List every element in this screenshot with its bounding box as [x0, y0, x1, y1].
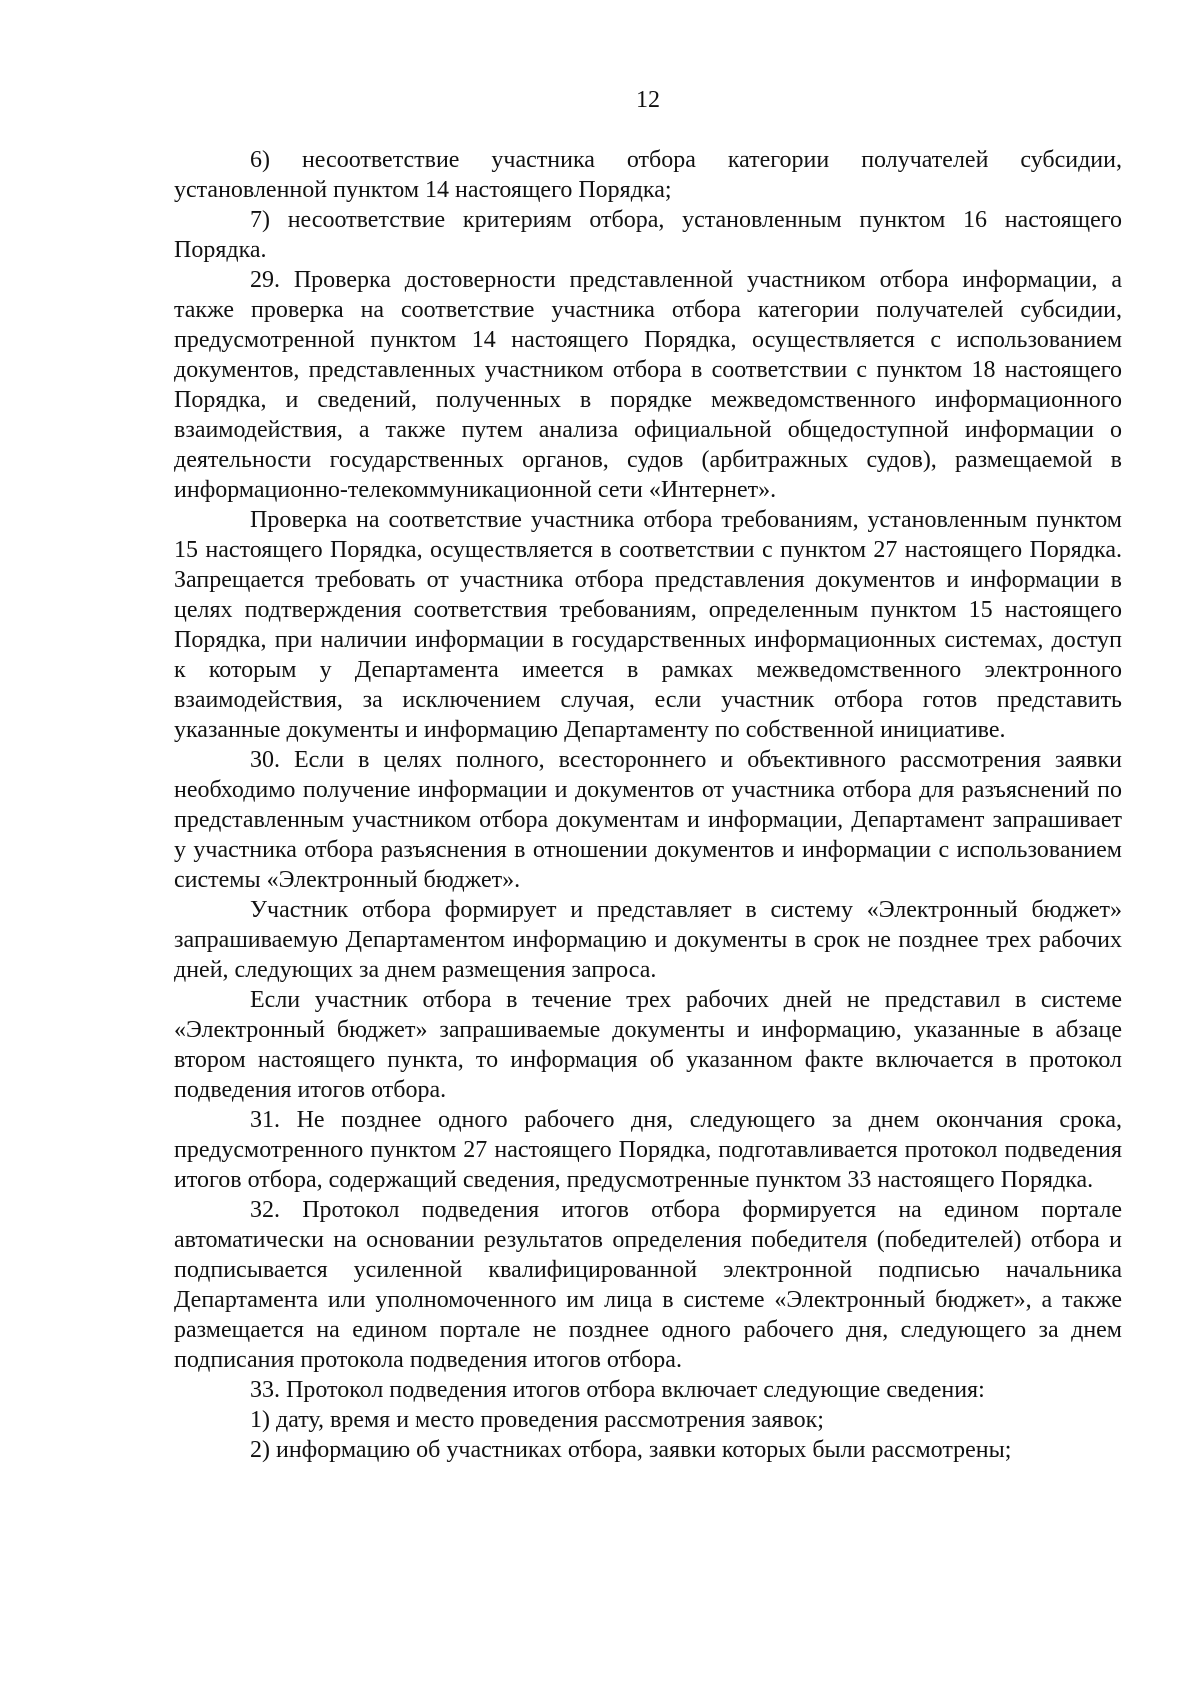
paragraph-clause-30-third: Если участник отбора в течение трех рабочих дней не представил в системе «Электронный бюджет» запрашиваемые документы и информацию, указанные в абзаце втором настоящего пункта, то информация об указанном факте включается в протокол подведения итогов отбора.: [174, 987, 1122, 1103]
paragraph-item-7: 7) несоответствие критериям отбора, установленным пунктом 16 настоящего Порядка.: [174, 207, 1122, 263]
page-number: 12: [636, 87, 660, 113]
document-body: [174, 145, 1122, 1465]
paragraph-clause-30: 30. Если в целях полного, всестороннего и объективного рассмотрения заявки необходимо получение информации и документов от участника отбора для разъяснений по представленным участником отбора документам и информации, Департамент запрашивает у участника отбора разъяснения в отношении документов и информации с использованием системы «Электронный бюджет».: [174, 747, 1122, 893]
paragraph-clause-33-item-2: 2) информацию об участниках отбора, заявки которых были рассмотрены;: [250, 1437, 1012, 1463]
paragraph-clause-29-second: Проверка на соответствие участника отбора требованиям, установленным пунктом 15 настоящего Порядка, осуществляется в соответствии с пунктом 27 настоящего Порядка. Запрещается требовать от участника отбора представления документов и информации в целях подтверждения соответствия требованиям, определенным пунктом 15 настоящего Порядка, при наличии информации в государственных информационных системах, доступ к которым у Департамента имеется в рамках межведомственного электронного взаимодействия, за исключением случая, если участник отбора готов представить указанные документы и информацию Департаменту по собственной инициативе.: [174, 507, 1122, 743]
paragraph-clause-30-second: Участник отбора формирует и представляет в систему «Электронный бюджет» запрашиваемую Департаментом информацию и документы в срок не позднее трех рабочих дней, следующих за днем размещения запроса.: [174, 897, 1122, 983]
paragraph-clause-29: 29. Проверка достоверности представленной участником отбора информации, а также проверка на соответствие участника отбора категории получателей субсидии, предусмотренной пунктом 14 настоящего Порядка, осуществляется с использованием документов, представленных участником отбора в соответствии с пунктом 18 настоящего Порядка, и сведений, полученных в порядке межведомственного информационного взаимодействия, а также путем анализа официальной общедоступной информации о деятельности государственных органов, судов (арбитражных судов), размещаемой в информационно-телекоммуникационной сети «Интернет».: [174, 267, 1122, 503]
paragraph-clause-33: 33. Протокол подведения итогов отбора включает следующие сведения:: [250, 1377, 985, 1403]
paragraph-clause-31: 31. Не позднее одного рабочего дня, следующего за днем окончания срока, предусмотренного пунктом 27 настоящего Порядка, подготавливается протокол подведения итогов отбора, содержащий сведения, предусмотренные пунктом 33 настоящего Порядка.: [174, 1107, 1122, 1193]
paragraph-item-6: 6) несоответствие участника отбора категории получателей субсидии, установленной пунктом 14 настоящего Порядка;: [174, 147, 1122, 203]
paragraph-clause-33-item-1: 1) дату, время и место проведения рассмотрения заявок;: [250, 1407, 824, 1433]
document-page: [174, 0, 1122, 1698]
paragraph-clause-32: 32. Протокол подведения итогов отбора формируется на едином портале автоматически на основании результатов определения победителя (победителей) отбора и подписывается усиленной квалифицированной электронной подписью начальника Департамента или уполномоченного им лица в системе «Электронный бюджет», а также размещается на едином портале не позднее одного рабочего дня, следующего за днем подписания протокола подведения итогов отбора.: [174, 1197, 1122, 1373]
